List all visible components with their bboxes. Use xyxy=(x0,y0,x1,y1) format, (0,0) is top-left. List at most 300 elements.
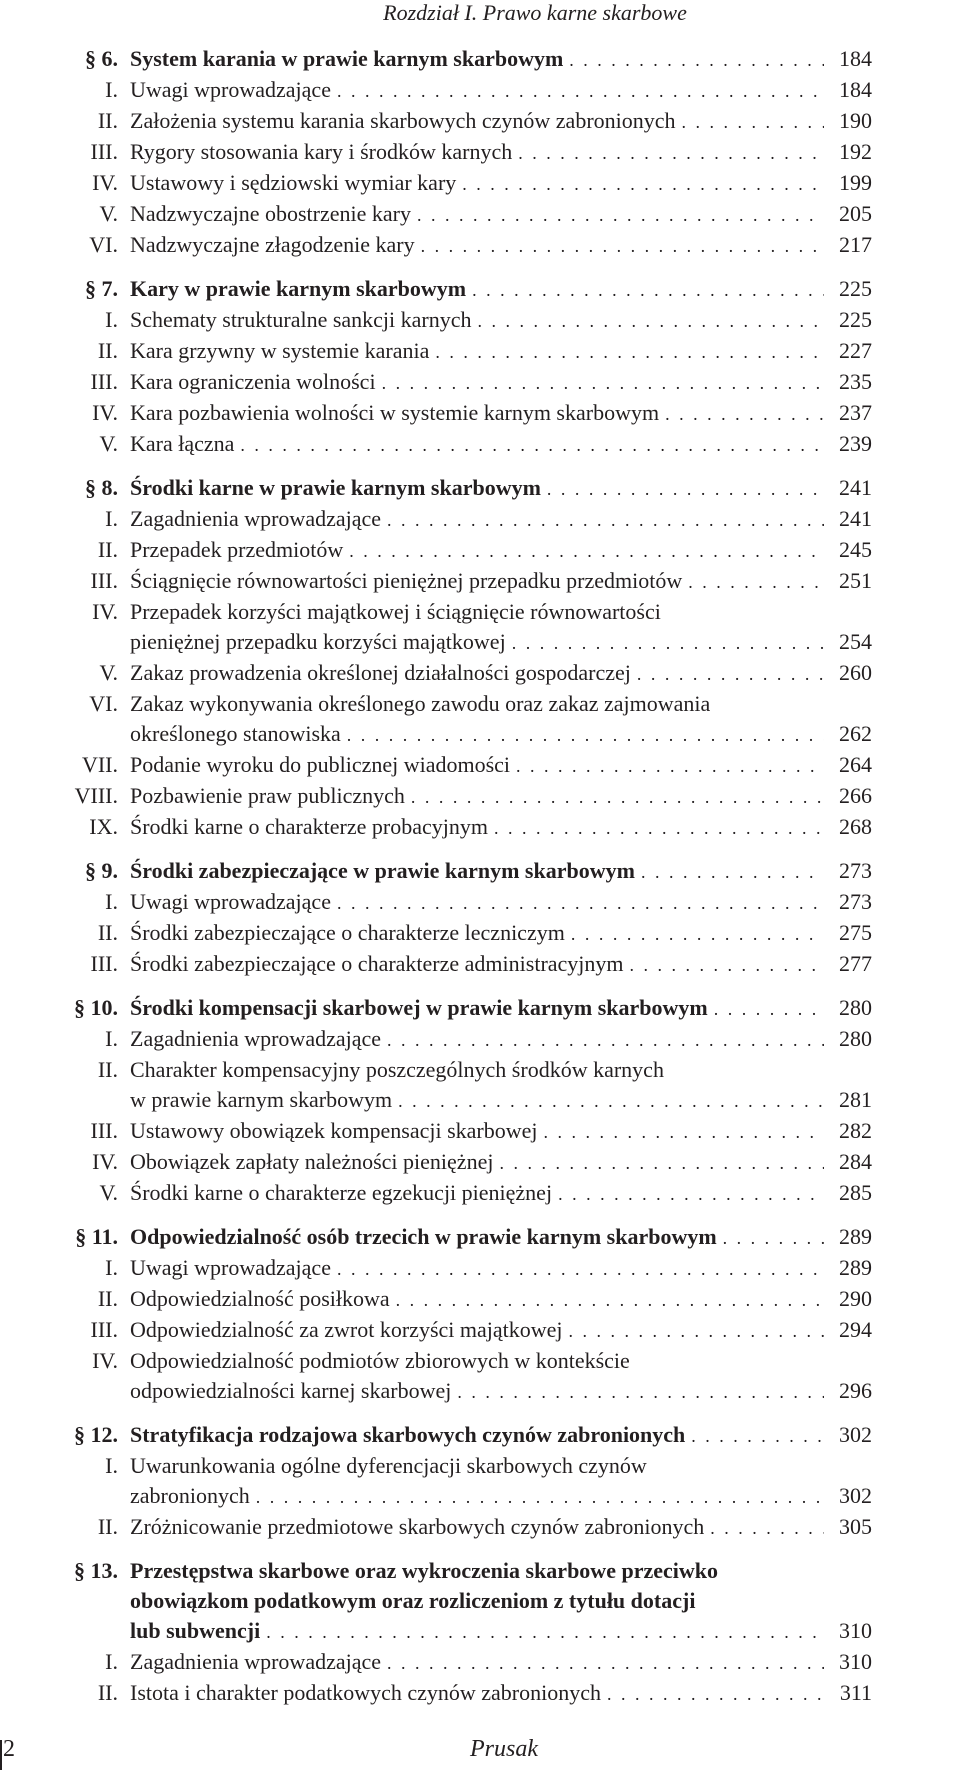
toc-entry-title: Środki zabezpieczające o charakterze leczniczym xyxy=(130,920,565,945)
toc-entry-line xyxy=(130,473,872,504)
toc-section xyxy=(72,473,872,504)
toc-entry-line xyxy=(130,504,872,535)
toc-page-number: 264 xyxy=(839,752,872,777)
dot-leader xyxy=(607,1679,824,1709)
toc-entry-body xyxy=(130,1178,872,1209)
toc-entry-line xyxy=(130,812,872,843)
toc-page-number: 302 xyxy=(839,1483,872,1508)
dot-leader xyxy=(435,337,824,367)
toc-entry-body xyxy=(130,887,872,918)
toc-page-number: 241 xyxy=(839,506,872,531)
toc-entry-line xyxy=(130,887,872,918)
toc-entry-number: III. xyxy=(90,951,118,976)
toc-entry-number: V. xyxy=(99,431,118,456)
toc-entry-number: V. xyxy=(99,201,118,226)
toc-entry-body xyxy=(130,274,872,305)
toc-entry-number: I. xyxy=(105,1453,118,1478)
toc-entry-body xyxy=(130,199,872,230)
toc-entry-title: Podanie wyroku do publicznej wiadomości xyxy=(130,752,511,777)
toc-entry-body xyxy=(130,856,872,887)
dot-leader xyxy=(637,659,824,689)
toc-entry-body xyxy=(130,367,872,398)
dot-leader xyxy=(240,430,824,460)
dot-leader xyxy=(547,474,824,504)
toc-subsection xyxy=(72,566,872,597)
toc-subsection xyxy=(72,750,872,781)
toc-subsection xyxy=(72,398,872,429)
toc-entry-body xyxy=(130,1284,872,1315)
toc-entry-line xyxy=(130,750,872,781)
toc-entry-body xyxy=(130,750,872,781)
toc-entry-number: § 10. xyxy=(74,995,118,1020)
toc-subsection xyxy=(72,504,872,535)
toc-entry-body xyxy=(130,504,872,535)
header-title: Rozdział I. Prawo karne skarbowe xyxy=(383,0,687,25)
toc-entry-number: VI. xyxy=(89,691,118,716)
toc-entry-title: Uwagi wprowadzające xyxy=(130,77,331,102)
toc-entry-title: lub subwencji xyxy=(130,1618,261,1643)
dot-leader xyxy=(569,45,824,75)
toc-page-number: 239 xyxy=(839,431,872,456)
toc-entry-body xyxy=(130,1420,872,1451)
toc-page-number: 280 xyxy=(839,1026,872,1051)
toc-subsection xyxy=(72,230,872,261)
toc-entry-body xyxy=(130,781,872,812)
toc-entry-line xyxy=(130,1376,872,1407)
toc-subsection xyxy=(72,1346,872,1407)
toc-entry-body xyxy=(130,1346,872,1407)
toc-entry-body xyxy=(130,1647,872,1678)
toc-entry-number: I. xyxy=(105,307,118,332)
toc-entry-number: II. xyxy=(97,1680,118,1705)
toc-entry-title: Kara łączna xyxy=(130,431,235,456)
toc-entry-body xyxy=(130,168,872,199)
dot-leader xyxy=(665,399,824,429)
dot-leader xyxy=(723,1223,824,1253)
toc-subsection xyxy=(72,1055,872,1116)
toc-entry-body xyxy=(130,812,872,843)
toc-entry-line xyxy=(130,1024,872,1055)
toc-entry-line xyxy=(130,1147,872,1178)
toc-entry-body xyxy=(130,1055,872,1116)
toc-page-number: 260 xyxy=(839,660,872,685)
toc-entry-number: III. xyxy=(90,1317,118,1342)
toc-page-number: 190 xyxy=(839,108,872,133)
toc-page-number: 273 xyxy=(839,858,872,883)
toc-page-number: 184 xyxy=(839,46,872,71)
toc-section xyxy=(72,1222,872,1253)
toc-entry-line xyxy=(130,429,872,460)
toc-page-number: 184 xyxy=(839,77,872,102)
toc-entry-body xyxy=(130,1024,872,1055)
dot-leader xyxy=(421,231,824,261)
toc-entry-body xyxy=(130,1222,872,1253)
toc-entry-body xyxy=(130,658,872,689)
dot-leader xyxy=(256,1482,824,1512)
table-of-contents xyxy=(72,44,872,1709)
toc-entry-body xyxy=(130,230,872,261)
toc-entry-number: II. xyxy=(97,1514,118,1539)
toc-entry-line xyxy=(130,1222,872,1253)
toc-entry-number: I. xyxy=(105,889,118,914)
toc-entry-title: Odpowiedzialność posiłkowa xyxy=(130,1286,390,1311)
toc-entry-number: VI. xyxy=(89,232,118,257)
dot-leader xyxy=(387,1025,824,1055)
toc-entry-line xyxy=(130,1647,872,1678)
toc-entry-title: Środki zabezpieczające w prawie karnym skarbowym xyxy=(130,858,635,883)
toc-page-number: 268 xyxy=(839,814,872,839)
toc-entry-title: Uwagi wprowadzające xyxy=(130,1255,331,1280)
toc-entry-line xyxy=(130,719,872,750)
dot-leader xyxy=(494,813,824,843)
dot-leader xyxy=(516,751,824,781)
toc-entry-title: Stratyfikacja rodzajowa skarbowych czynów zabronionych xyxy=(130,1422,686,1447)
toc-entry-title: Charakter kompensacyjny poszczególnych środków karnych xyxy=(130,1057,664,1082)
toc-subsection xyxy=(72,1253,872,1284)
toc-entry-title: w prawie karnym skarbowym xyxy=(130,1087,393,1112)
toc-entry-number: III. xyxy=(90,568,118,593)
toc-page-number: 282 xyxy=(839,1118,872,1143)
toc-entry-title: Zagadnienia wprowadzające xyxy=(130,506,382,531)
toc-page-number: 217 xyxy=(839,232,872,257)
toc-entry-line xyxy=(130,1055,872,1085)
toc-entry-title: System karania w prawie karnym skarbowym xyxy=(130,46,564,71)
toc-page-number: 310 xyxy=(839,1618,872,1643)
toc-entry-body xyxy=(130,1512,872,1543)
dot-leader xyxy=(417,200,824,230)
toc-entry-body xyxy=(130,137,872,168)
toc-subsection xyxy=(72,918,872,949)
dot-leader xyxy=(337,1254,824,1284)
toc-entry-line xyxy=(130,367,872,398)
dot-leader xyxy=(349,536,824,566)
toc-entry-line xyxy=(130,168,872,199)
toc-entry-body xyxy=(130,689,872,750)
toc-entry-line xyxy=(130,949,872,980)
toc-entry-title: Środki kompensacji skarbowej w prawie karnym skarbowym xyxy=(130,995,708,1020)
toc-page-number: 294 xyxy=(839,1317,872,1342)
toc-entry-line xyxy=(130,1116,872,1147)
toc-subsection xyxy=(72,1116,872,1147)
dot-leader xyxy=(396,1285,824,1315)
dot-leader xyxy=(518,138,824,168)
toc-entry-number: IV. xyxy=(92,1348,118,1373)
dot-leader xyxy=(472,275,824,305)
toc-entry-number: § 8. xyxy=(85,475,118,500)
dot-leader xyxy=(688,567,824,597)
toc-entry-number: I. xyxy=(105,1026,118,1051)
dot-leader xyxy=(337,76,824,106)
toc-entry-line xyxy=(130,781,872,812)
page-number: 2 xyxy=(3,1736,15,1762)
toc-entry-title: Ustawowy i sędziowski wymiar kary xyxy=(130,170,457,195)
toc-entry-body xyxy=(130,44,872,75)
dot-leader xyxy=(478,306,824,336)
toc-entry-number: IV. xyxy=(92,170,118,195)
toc-entry-line xyxy=(130,1253,872,1284)
toc-subsection xyxy=(72,535,872,566)
toc-entry-title: Środki karne o charakterze egzekucji pieniężnej xyxy=(130,1180,553,1205)
toc-entry-title: Ustawowy obowiązek kompensacji skarbowej xyxy=(130,1118,538,1143)
toc-entry-number: I. xyxy=(105,1649,118,1674)
toc-entry-line xyxy=(130,918,872,949)
toc-entry-line xyxy=(130,597,872,627)
toc-entry-title: Przepadek przedmiotów xyxy=(130,537,344,562)
toc-subsection xyxy=(72,1512,872,1543)
toc-entry-body xyxy=(130,597,872,658)
toc-page-number: 245 xyxy=(839,537,872,562)
toc-page-number: 235 xyxy=(839,369,872,394)
toc-entry-number: § 6. xyxy=(85,46,118,71)
dot-leader xyxy=(682,107,824,137)
toc-page-number: 192 xyxy=(839,139,872,164)
toc-entry-title: Uwagi wprowadzające xyxy=(130,889,331,914)
dot-leader xyxy=(411,782,824,812)
toc-entry-number: IV. xyxy=(92,1149,118,1174)
toc-entry-title: Odpowiedzialność osób trzecich w prawie karnym skarbowym xyxy=(130,1224,717,1249)
toc-entry-title: Kara grzywny w systemie karania xyxy=(130,338,430,363)
toc-subsection xyxy=(72,168,872,199)
toc-subsection xyxy=(72,1451,872,1512)
toc-entry-line xyxy=(130,1512,872,1543)
toc-page-number: 310 xyxy=(839,1649,872,1674)
toc-entry-line xyxy=(130,274,872,305)
toc-subsection xyxy=(72,1647,872,1678)
toc-entry-number: § 7. xyxy=(85,276,118,301)
toc-entry-number: § 9. xyxy=(85,858,118,883)
toc-entry-line xyxy=(130,1616,872,1647)
toc-subsection xyxy=(72,689,872,750)
toc-entry-title: Zakaz wykonywania określonego zawodu oraz zakaz zajmowania xyxy=(130,691,711,716)
toc-subsection xyxy=(72,137,872,168)
dot-leader xyxy=(569,1316,824,1346)
toc-subsection xyxy=(72,429,872,460)
toc-entry-number: IV. xyxy=(92,599,118,624)
toc-page-number: 241 xyxy=(839,475,872,500)
toc-entry-title: Obowiązek zapłaty należności pieniężnej xyxy=(130,1149,494,1174)
toc-entry-number: II. xyxy=(97,537,118,562)
toc-entry-number: IV. xyxy=(92,400,118,425)
dot-leader xyxy=(512,628,824,658)
dot-leader xyxy=(714,994,824,1024)
toc-entry-title: Schematy strukturalne sankcji karnych xyxy=(130,307,472,332)
toc-entry-title: Kary w prawie karnym skarbowym xyxy=(130,276,467,301)
toc-page-number: 305 xyxy=(839,1514,872,1539)
toc-entry-line xyxy=(130,1481,872,1512)
toc-entry-number: II. xyxy=(97,920,118,945)
toc-entry-title: obowiązkom podatkowym oraz rozliczeniom z tytułu dotacji xyxy=(130,1588,696,1613)
toc-entry-title: Ściągnięcie równowartości pieniężnej przepadku przedmiotów xyxy=(130,568,683,593)
toc-entry-line xyxy=(130,689,872,719)
toc-entry-title: Pozbawienie praw publicznych xyxy=(130,783,405,808)
toc-subsection xyxy=(72,887,872,918)
toc-subsection xyxy=(72,106,872,137)
toc-entry-body xyxy=(130,535,872,566)
toc-entry-title: Istota i charakter podatkowych czynów zabronionych xyxy=(130,1680,601,1705)
toc-page-number: 199 xyxy=(839,170,872,195)
toc-entry-number: I. xyxy=(105,77,118,102)
toc-entry-number: III. xyxy=(90,1118,118,1143)
toc-entry-line xyxy=(130,1678,872,1709)
dot-leader xyxy=(710,1513,824,1543)
toc-page-number: 285 xyxy=(839,1180,872,1205)
toc-entry-title: określonego stanowiska xyxy=(130,721,341,746)
toc-entry-body xyxy=(130,918,872,949)
toc-entry-line xyxy=(130,1586,872,1616)
toc-entry-title: Środki karne w prawie karnym skarbowym xyxy=(130,475,541,500)
toc-entry-title: Zagadnienia wprowadzające xyxy=(130,1649,382,1674)
toc-entry-line xyxy=(130,1178,872,1209)
page-footer xyxy=(0,1728,960,1768)
toc-entry-number: I. xyxy=(105,1255,118,1280)
toc-page-number: 251 xyxy=(839,568,872,593)
dot-leader xyxy=(641,857,824,887)
toc-entry-line xyxy=(130,1451,872,1481)
toc-entry-body xyxy=(130,1451,872,1512)
dot-leader xyxy=(499,1148,824,1178)
toc-entry-line xyxy=(130,75,872,106)
toc-page-number: 266 xyxy=(839,783,872,808)
toc-entry-title: odpowiedzialności karnej skarbowej xyxy=(130,1378,452,1403)
toc-subsection xyxy=(72,597,872,658)
toc-entry-line xyxy=(130,398,872,429)
toc-entry-body xyxy=(130,1253,872,1284)
toc-entry-title: zabronionych xyxy=(130,1483,250,1508)
toc-entry-number: IX. xyxy=(89,814,118,839)
toc-page-number: 277 xyxy=(839,951,872,976)
toc-entry-number: III. xyxy=(90,139,118,164)
toc-entry-title: Uwarunkowania ogólne dyferencjacji skarbowych czynów xyxy=(130,1453,647,1478)
toc-entry-title: Założenia systemu karania skarbowych czynów zabronionych xyxy=(130,108,676,133)
toc-entry-line xyxy=(130,1556,872,1586)
toc-entry-body xyxy=(130,429,872,460)
dot-leader xyxy=(337,888,824,918)
toc-page-number: 254 xyxy=(839,629,872,654)
toc-entry-title: pieniężnej przepadku korzyści majątkowej xyxy=(130,629,506,654)
toc-subsection xyxy=(72,812,872,843)
toc-entry-title: Zakaz prowadzenia określonej działalności gospodarczej xyxy=(130,660,631,685)
toc-subsection xyxy=(72,781,872,812)
toc-entry-body xyxy=(130,1556,872,1647)
toc-entry-body xyxy=(130,398,872,429)
dot-leader xyxy=(558,1179,824,1209)
dot-leader xyxy=(347,720,824,750)
toc-page-number: 205 xyxy=(839,201,872,226)
toc-subsection xyxy=(72,1024,872,1055)
toc-section xyxy=(72,1420,872,1451)
dot-leader xyxy=(544,1117,824,1147)
dot-leader xyxy=(462,169,824,199)
toc-section xyxy=(72,274,872,305)
toc-page-number: 302 xyxy=(839,1422,872,1447)
toc-entry-line xyxy=(130,106,872,137)
toc-subsection xyxy=(72,367,872,398)
toc-subsection xyxy=(72,949,872,980)
toc-entry-line xyxy=(130,856,872,887)
toc-page-number: 284 xyxy=(839,1149,872,1174)
toc-page-number: 290 xyxy=(839,1286,872,1311)
toc-entry-title: Kara ograniczenia wolności xyxy=(130,369,376,394)
dot-leader xyxy=(387,505,824,535)
toc-entry-line xyxy=(130,305,872,336)
toc-entry-body xyxy=(130,336,872,367)
toc-page-number: 280 xyxy=(839,995,872,1020)
toc-entry-line xyxy=(130,993,872,1024)
toc-entry-number: III. xyxy=(90,369,118,394)
toc-page-number: 281 xyxy=(839,1087,872,1112)
toc-entry-line xyxy=(130,1284,872,1315)
toc-subsection xyxy=(72,75,872,106)
toc-entry-title: Rygory stosowania kary i środków karnych xyxy=(130,139,513,164)
toc-entry-title: Zróżnicowanie przedmiotowe skarbowych czynów zabronionych xyxy=(130,1514,705,1539)
toc-entry-body xyxy=(130,1116,872,1147)
toc-entry-number: II. xyxy=(97,108,118,133)
toc-subsection xyxy=(72,1147,872,1178)
toc-entry-body xyxy=(130,106,872,137)
toc-entry-title: Środki zabezpieczające o charakterze administracyjnym xyxy=(130,951,624,976)
toc-page-number: 311 xyxy=(839,1680,872,1705)
toc-entry-line xyxy=(130,137,872,168)
toc-entry-title: Odpowiedzialność za zwrot korzyści majątkowej xyxy=(130,1317,563,1342)
toc-page-number: 237 xyxy=(839,400,872,425)
toc-entry-title: Przepadek korzyści majątkowej i ściągnięcie równowartości xyxy=(130,599,661,624)
toc-page-number: 296 xyxy=(839,1378,872,1403)
toc-entry-title: Zagadnienia wprowadzające xyxy=(130,1026,382,1051)
toc-entry-body xyxy=(130,1147,872,1178)
toc-page-number: 227 xyxy=(839,338,872,363)
toc-entry-line xyxy=(130,535,872,566)
toc-subsection xyxy=(72,199,872,230)
toc-section xyxy=(72,1556,872,1647)
toc-entry-body xyxy=(130,1315,872,1346)
toc-entry-line xyxy=(130,1420,872,1451)
toc-entry-number: § 12. xyxy=(74,1422,118,1447)
toc-entry-number: VIII. xyxy=(74,783,118,808)
toc-subsection xyxy=(72,1678,872,1709)
toc-section xyxy=(72,44,872,75)
running-header xyxy=(0,0,960,32)
toc-entry-number: V. xyxy=(99,660,118,685)
toc-entry-line xyxy=(130,627,872,658)
toc-page-number: 273 xyxy=(839,889,872,914)
toc-subsection xyxy=(72,1315,872,1346)
toc-subsection xyxy=(72,1284,872,1315)
toc-entry-line xyxy=(130,1085,872,1116)
toc-page-number: 289 xyxy=(839,1224,872,1249)
toc-entry-title: Przestępstwa skarbowe oraz wykroczenia skarbowe przeciwko xyxy=(130,1558,718,1583)
toc-entry-number: II. xyxy=(97,1286,118,1311)
toc-entry-number: § 13. xyxy=(74,1558,118,1583)
toc-entry-body xyxy=(130,566,872,597)
toc-page-number: 289 xyxy=(839,1255,872,1280)
toc-entry-title: Nadzwyczajne obostrzenie kary xyxy=(130,201,411,226)
dot-leader xyxy=(691,1421,824,1451)
toc-entry-number: I. xyxy=(105,506,118,531)
toc-entry-title: Nadzwyczajne złagodzenie kary xyxy=(130,232,415,257)
toc-entry-body xyxy=(130,949,872,980)
toc-subsection xyxy=(72,305,872,336)
toc-entry-line xyxy=(130,566,872,597)
toc-entry-title: Kara pozbawienia wolności w systemie karnym skarbowym xyxy=(130,400,660,425)
dot-leader xyxy=(571,919,824,949)
toc-entry-number: § 11. xyxy=(75,1224,118,1249)
toc-entry-line xyxy=(130,1315,872,1346)
toc-entry-number: VII. xyxy=(81,752,118,777)
dot-leader xyxy=(630,950,824,980)
dot-leader xyxy=(398,1086,824,1116)
toc-entry-line xyxy=(130,658,872,689)
toc-entry-title: Środki karne o charakterze probacyjnym xyxy=(130,814,488,839)
